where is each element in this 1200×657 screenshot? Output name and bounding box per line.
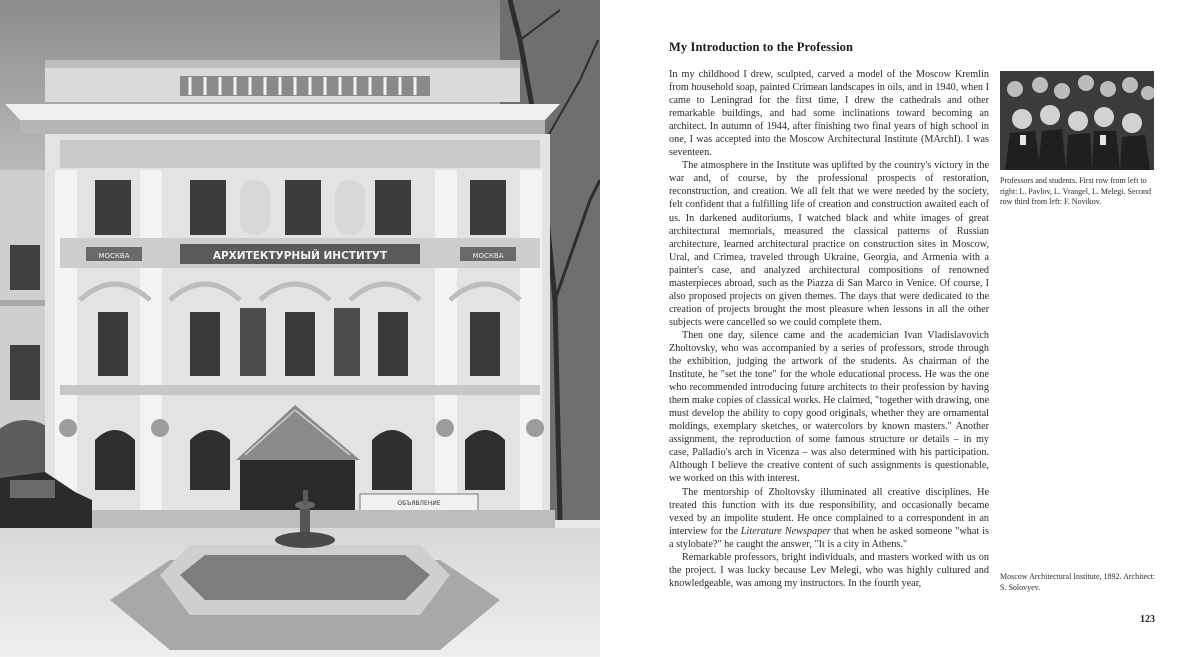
paragraph xyxy=(669,486,989,551)
facade xyxy=(5,60,560,530)
paragraph: The atmosphere in the Institute was uplifted by the country's victory in the war and, of course, by the professional prospects of restoration, reconstruction, and creation. We all felt that we were needed by the society, felt confident that a fulfilling life of creation and construction awaited each of us. In darkened auditoriums, I watched black and white images of great architectural memorials, measured the classical patterns of Russian architecture, learned architectural practice on construction sites in Moscow, Ural, and Crimea, traveled through Ukraine, Georgia, and Armenia with a painter's case, and analyzed architectural compositions of renowned masterpieces abroad, such as the Piazza di San Marco in Venice. Of course, I also proposed projects on given themes. The days that were dedicated to the creation of projects brought the most pleasure when lessons in all the other subjects were cancelled so we could complete them. xyxy=(669,160,989,328)
paragraph: Remarkable professors, bright individuals, and masters worked with us on the project. I was lucky because Lev Melegi, who was highly cultured and knowledgeable, was among my instructors. In the fourth year, xyxy=(669,551,989,589)
paragraph-text: The mentorship of Zholtovsky illuminated all creative disciplines. He treated this function with its due responsibility, and occasionally became vexed by an impolite student. He once complained to a correspondent in an interview for the xyxy=(669,486,989,537)
building-photo-caption: Moscow Architectural Institute, 1892. Architect: S. Solovyev. xyxy=(1000,572,1156,592)
sign-right: МОСКВА xyxy=(472,252,504,260)
text-page xyxy=(600,0,1200,657)
group-photo xyxy=(1000,71,1154,170)
sign-institute: АРХИТЕКТУРНЫЙ ИНСТИТУТ xyxy=(212,250,388,262)
newspaper-title: Literature Newspaper xyxy=(740,525,831,537)
page-number: 123 xyxy=(1140,614,1155,625)
banner-text: ОБЪЯВЛЕНИЕ xyxy=(397,500,441,507)
group-photo-caption: Professors and students. First row from left to right: L. Pavlov, L. Vrangel, L. Melegi. Second row third from left: F. Novikov. xyxy=(1000,176,1152,206)
paragraph: In my childhood I drew, sculpted, carved a model of the Moscow Kremlin from household soap, painted Crimean landscapes in oils, and in 1940, when I came to Leningrad for the first time, I drew the cathedrals and other remarkable buildings, and had some inclinations toward becoming an architect. In autumn of 1944, after finishing two final years of high school in one, I was accepted into the Moscow Architectural Institute (MArchI). I was seventeen. xyxy=(669,69,989,159)
paragraph: Then one day, silence came and the academician Ivan Vladislavovich Zholtovsky, who was accompanied by a series of professors, strode through the exhibition, judging the artwork of the students. As chairman of the Institute, he "set the tone" for the whole educational process. He was the one who recommended introducing future architects to their profession by having them make copies of classical works. He claimed, "together with drawing, one must develop the ability to copy good originals, whether they are ornamental moldings, exemplary sketches, or watercolors by known masters." Another assignment, the reproduction of some famous structure or details – in my case, Palladio's arch in Vicenza – was also determined with his participation. Although I believe the creative content of such assignments is questionable, we worked on this with interest. xyxy=(669,329,989,485)
paragraph-text: that when he asked someone "what is a stylobate?" he caught the answer, "It is a city in Athens." xyxy=(669,525,989,550)
chapter-title: My Introduction to the Profession xyxy=(669,40,854,54)
body-text xyxy=(669,68,989,590)
sign-left: МОСКВА xyxy=(98,252,130,260)
